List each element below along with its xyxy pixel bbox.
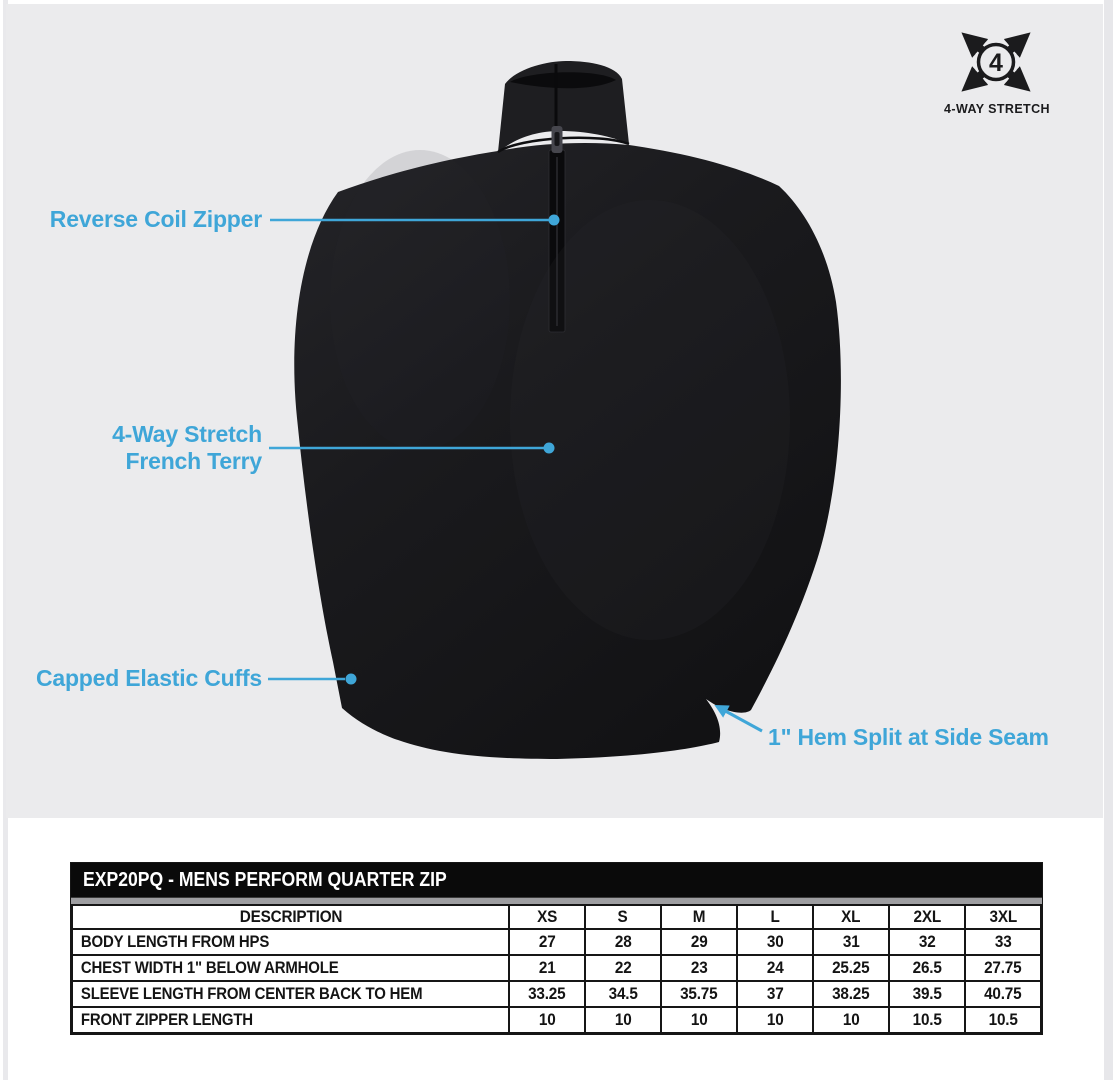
cell-value: 23	[661, 955, 737, 981]
callout-fabric-line1: 4-Way Stretch	[112, 421, 262, 447]
cell-value: 10	[661, 1007, 737, 1033]
cell-value: 33	[965, 929, 1041, 955]
cell-value: 29	[661, 929, 737, 955]
zipper-pull-slot	[555, 132, 560, 146]
cell-value: 35.75	[661, 981, 737, 1007]
size-chart-divider	[71, 897, 1042, 904]
callout-fabric	[112, 421, 262, 475]
cell-value: 25.25	[813, 955, 889, 981]
callout-hem-split: 1" Hem Split at Side Seam	[768, 724, 1049, 750]
col-header-3xl: 3XL	[965, 905, 1041, 929]
callout-capped-elastic-cuffs: Capped Elastic Cuffs	[35, 665, 262, 691]
table-row	[72, 929, 1041, 955]
cell-value: 10	[737, 1007, 813, 1033]
callout-reverse-coil-zipper: Reverse Coil Zipper	[49, 206, 262, 232]
cell-value: 32	[889, 929, 965, 955]
table-row	[72, 1007, 1041, 1033]
cell-value: 28	[585, 929, 661, 955]
cell-value: 10.5	[965, 1007, 1041, 1033]
size-table	[71, 904, 1042, 1034]
col-header-xl: XL	[813, 905, 889, 929]
col-header-s: S	[585, 905, 661, 929]
table-row	[72, 955, 1041, 981]
cell-value: 10.5	[889, 1007, 965, 1033]
size-table-header-row	[72, 905, 1041, 929]
stretch-icon-number: 4	[989, 49, 1003, 77]
cell-value: 39.5	[889, 981, 965, 1007]
cell-value: 21	[509, 955, 585, 981]
four-way-stretch-icon	[968, 38, 1024, 86]
cell-value: 27	[509, 929, 585, 955]
cell-value: 26.5	[889, 955, 965, 981]
cell-value: 34.5	[585, 981, 661, 1007]
table-row	[72, 981, 1041, 1007]
callout-fabric-line2: French Terry	[125, 448, 262, 474]
col-header-l: L	[737, 905, 813, 929]
size-chart-title: EXP20PQ - MENS PERFORM QUARTER ZIP	[71, 863, 1042, 897]
col-header-description: DESCRIPTION	[72, 905, 509, 929]
stretch-icon-caption: 4-WAY STRETCH	[944, 102, 1050, 116]
row-label: BODY LENGTH FROM HPS	[72, 929, 509, 955]
cell-value: 24	[737, 955, 813, 981]
col-header-2xl: 2XL	[889, 905, 965, 929]
col-header-xs: XS	[509, 905, 585, 929]
fabric-highlight	[510, 200, 790, 640]
fabric-highlight-2	[330, 150, 510, 450]
cell-value: 33.25	[509, 981, 585, 1007]
cell-value: 40.75	[965, 981, 1041, 1007]
row-label: FRONT ZIPPER LENGTH	[72, 1007, 509, 1033]
cell-value: 10	[813, 1007, 889, 1033]
row-label: CHEST WIDTH 1" BELOW ARMHOLE	[72, 955, 509, 981]
cuffs-callout-dot	[346, 674, 357, 685]
fabric-callout-dot	[544, 443, 555, 454]
cell-value: 27.75	[965, 955, 1041, 981]
cell-value: 38.25	[813, 981, 889, 1007]
cell-value: 30	[737, 929, 813, 955]
col-header-m: M	[661, 905, 737, 929]
cell-value: 37	[737, 981, 813, 1007]
cell-value: 10	[509, 1007, 585, 1033]
row-label: SLEEVE LENGTH FROM CENTER BACK TO HEM	[72, 981, 509, 1007]
cell-value: 31	[813, 929, 889, 955]
zipper-callout-dot	[549, 215, 560, 226]
cell-value: 22	[585, 955, 661, 981]
size-chart	[70, 862, 1043, 1035]
cell-value: 10	[585, 1007, 661, 1033]
